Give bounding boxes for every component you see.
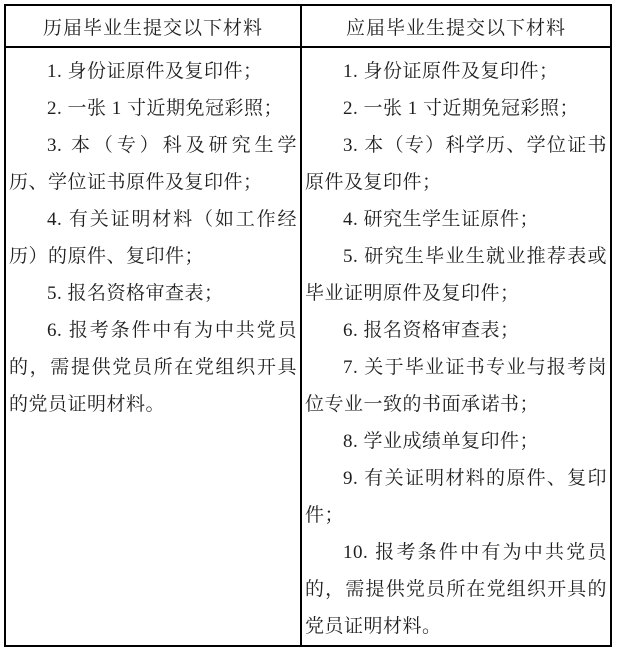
material-item: 6. 报名资格审查表； bbox=[343, 320, 520, 341]
material-item: 8. 学业成绩单复印件； bbox=[343, 431, 540, 452]
material-item: 2. 一张 1 寸近期免冠彩照； bbox=[47, 98, 284, 119]
material-item: 3. 本（专）科及研究生学历、学位证书原件及复印件； bbox=[9, 135, 297, 193]
body-row bbox=[5, 47, 611, 646]
material-item: 5. 研究生毕业生就业推荐表或毕业证明原件及复印件； bbox=[305, 246, 607, 304]
material-item: 10. 报考条件中有为中共党员的，需提供党员所在党组织开具的党员证明材料。 bbox=[305, 542, 607, 637]
cell-current-graduates bbox=[301, 47, 611, 646]
materials-table bbox=[4, 4, 612, 647]
material-item: 4. 研究生学生证原件； bbox=[343, 209, 540, 230]
cell-previous-graduates bbox=[5, 47, 301, 646]
material-item: 9. 有关证明材料的原件、复印件； bbox=[305, 468, 607, 526]
material-item: 4. 有关证明材料（如工作经历）的原件、复印件； bbox=[9, 209, 297, 267]
header-previous-graduates: 历届毕业生提交以下材料 bbox=[5, 5, 301, 47]
material-item: 7. 关于毕业证书专业与报考岗位专业一致的书面承诺书； bbox=[305, 357, 607, 415]
material-item: 1. 身份证原件及复印件； bbox=[47, 61, 263, 82]
header-current-graduates: 应届毕业生提交以下材料 bbox=[301, 5, 611, 47]
header-row bbox=[5, 5, 611, 47]
material-item: 5. 报名资格审查表； bbox=[47, 283, 224, 304]
material-item: 1. 身份证原件及复印件； bbox=[343, 61, 559, 82]
material-item: 3. 本（专）科学历、学位证书原件及复印件； bbox=[305, 135, 607, 193]
material-item: 6. 报考条件中有为中共党员的，需提供党员所在党组织开具的党员证明材料。 bbox=[9, 320, 297, 415]
material-item: 2. 一张 1 寸近期免冠彩照； bbox=[343, 98, 580, 119]
